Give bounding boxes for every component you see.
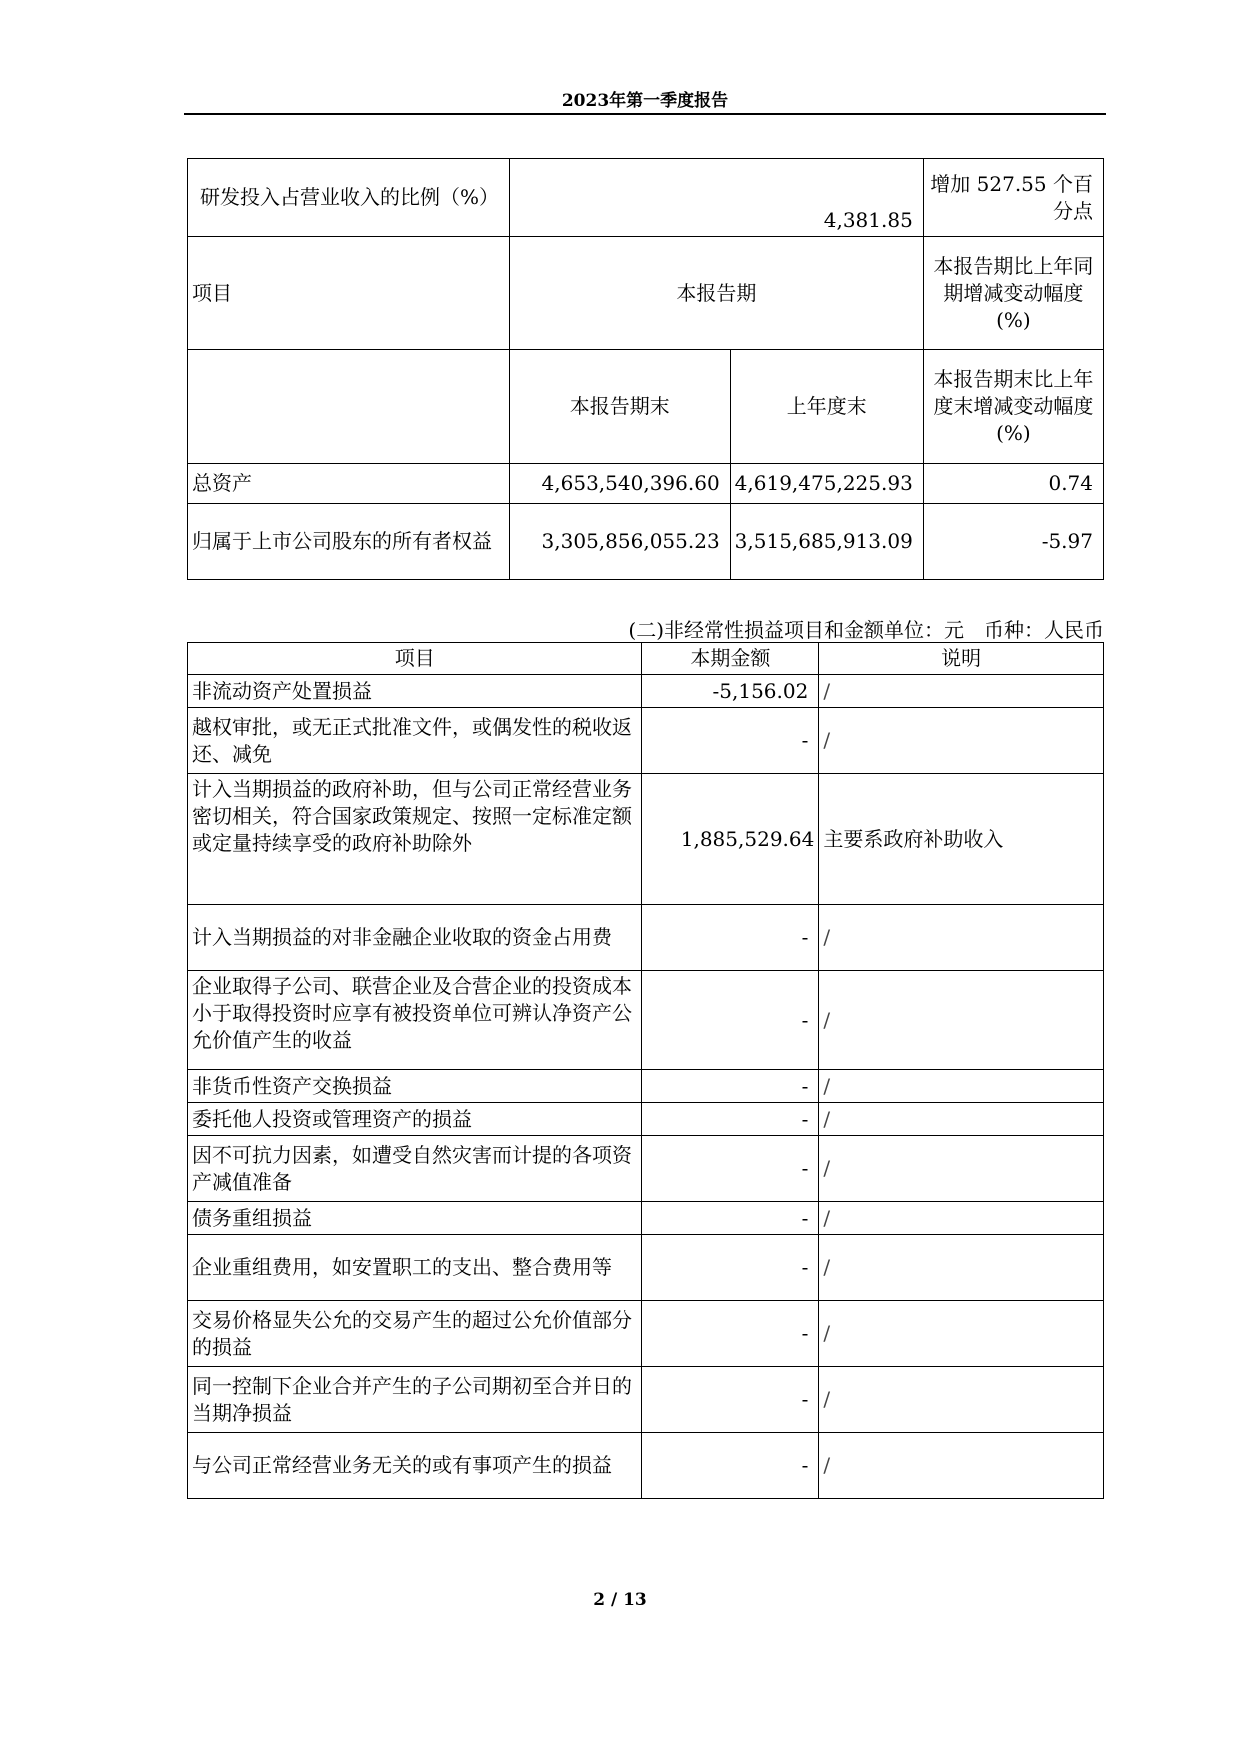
table-row xyxy=(188,1136,1104,1202)
item-cell: 委托他人投资或管理资产的损益 xyxy=(188,1103,642,1136)
note-cell: / xyxy=(819,1235,1104,1301)
key-financial-table xyxy=(187,158,1104,580)
col-amount-header: 本期金额 xyxy=(642,643,819,675)
col-change-end-header: 本报告期末比上年度末增减变动幅度(%) xyxy=(923,350,1103,464)
col-period-end-header: 本报告期末 xyxy=(509,350,730,464)
amount-cell: -5,156.02 xyxy=(642,675,819,708)
col-last-year-end-header: 上年度末 xyxy=(730,350,923,464)
table-row xyxy=(188,1070,1104,1103)
section-caption: (二)非经常性损益项目和金额单位：元 币种：人民币 xyxy=(628,618,1104,642)
item-cell: 越权审批，或无正式批准文件，或偶发性的税收返还、减免 xyxy=(188,708,642,774)
amount-cell: - xyxy=(642,1202,819,1235)
table-row xyxy=(188,237,1104,350)
item-cell: 债务重组损益 xyxy=(188,1202,642,1235)
page-header: 2023年第一季度报告 xyxy=(561,91,729,111)
change-value: -5.97 xyxy=(923,504,1103,580)
last-year-end-value: 4,619,475,225.93 xyxy=(730,464,923,504)
item-cell: 非流动资产处置损益 xyxy=(188,675,642,708)
col-note-header: 说明 xyxy=(819,643,1104,675)
note-cell: / xyxy=(819,708,1104,774)
item-cell: 交易价格显失公允的交易产生的超过公允价值部分的损益 xyxy=(188,1301,642,1367)
page-number: 2 / 13 xyxy=(593,1590,647,1610)
table-row xyxy=(188,1103,1104,1136)
rd-change: 增加 527.55 个百分点 xyxy=(923,159,1103,237)
period-end-value: 4,653,540,396.60 xyxy=(509,464,730,504)
table-row xyxy=(188,774,1104,905)
table-row xyxy=(188,1433,1104,1499)
table-row xyxy=(188,1202,1104,1235)
amount-cell: - xyxy=(642,1433,819,1499)
amount-cell: - xyxy=(642,1103,819,1136)
item-cell: 与公司正常经营业务无关的或有事项产生的损益 xyxy=(188,1433,642,1499)
last-year-end-value: 3,515,685,913.09 xyxy=(730,504,923,580)
table-row xyxy=(188,905,1104,971)
note-cell: / xyxy=(819,1202,1104,1235)
col-period-header: 本报告期 xyxy=(509,237,923,350)
blank-cell xyxy=(188,350,510,464)
period-end-value: 3,305,856,055.23 xyxy=(509,504,730,580)
col-change-header: 本报告期比上年同期增减变动幅度(%) xyxy=(923,237,1103,350)
note-cell: 主要系政府补助收入 xyxy=(819,774,1104,905)
note-cell: / xyxy=(819,1136,1104,1202)
note-cell: / xyxy=(819,1433,1104,1499)
table-row xyxy=(188,350,1104,464)
col-item-header: 项目 xyxy=(188,643,642,675)
non-recurring-table xyxy=(187,642,1104,1499)
item-cell: 计入当期损益的政府补助，但与公司正常经营业务密切相关，符合国家政策规定、按照一定标准定额或定量持续享受的政府补助除外 xyxy=(188,774,642,905)
amount-cell: - xyxy=(642,1367,819,1433)
row-label: 总资产 xyxy=(188,464,510,504)
table-row xyxy=(188,504,1104,580)
note-cell: / xyxy=(819,675,1104,708)
header-rule xyxy=(184,113,1106,115)
table-row xyxy=(188,971,1104,1070)
table-row xyxy=(188,1235,1104,1301)
amount-cell: - xyxy=(642,708,819,774)
table-row xyxy=(188,464,1104,504)
table-row xyxy=(188,1301,1104,1367)
item-cell: 因不可抗力因素，如遭受自然灾害而计提的各项资产减值准备 xyxy=(188,1136,642,1202)
table-row xyxy=(188,708,1104,774)
amount-cell: - xyxy=(642,905,819,971)
rd-value: 4,381.85 xyxy=(509,159,923,237)
amount-cell: - xyxy=(642,1235,819,1301)
row-label: 归属于上市公司股东的所有者权益 xyxy=(188,504,510,580)
note-cell: / xyxy=(819,971,1104,1070)
item-cell: 企业取得子公司、联营企业及合营企业的投资成本小于取得投资时应享有被投资单位可辨认净资产公允价值产生的收益 xyxy=(188,971,642,1070)
table-row xyxy=(188,1367,1104,1433)
rd-label: 研发投入占营业收入的比例（%） xyxy=(188,159,510,237)
note-cell: / xyxy=(819,1103,1104,1136)
amount-cell: 1,885,529.64 xyxy=(642,774,819,905)
amount-cell: - xyxy=(642,1070,819,1103)
item-cell: 企业重组费用，如安置职工的支出、整合费用等 xyxy=(188,1235,642,1301)
item-cell: 计入当期损益的对非金融企业收取的资金占用费 xyxy=(188,905,642,971)
amount-cell: - xyxy=(642,1301,819,1367)
note-cell: / xyxy=(819,1367,1104,1433)
table-row xyxy=(188,675,1104,708)
item-cell: 非货币性资产交换损益 xyxy=(188,1070,642,1103)
change-value: 0.74 xyxy=(923,464,1103,504)
table-header-row xyxy=(188,643,1104,675)
item-cell: 同一控制下企业合并产生的子公司期初至合并日的当期净损益 xyxy=(188,1367,642,1433)
note-cell: / xyxy=(819,905,1104,971)
col-item-header: 项目 xyxy=(188,237,510,350)
table-row xyxy=(188,159,1104,237)
amount-cell: - xyxy=(642,971,819,1070)
note-cell: / xyxy=(819,1070,1104,1103)
note-cell: / xyxy=(819,1301,1104,1367)
amount-cell: - xyxy=(642,1136,819,1202)
